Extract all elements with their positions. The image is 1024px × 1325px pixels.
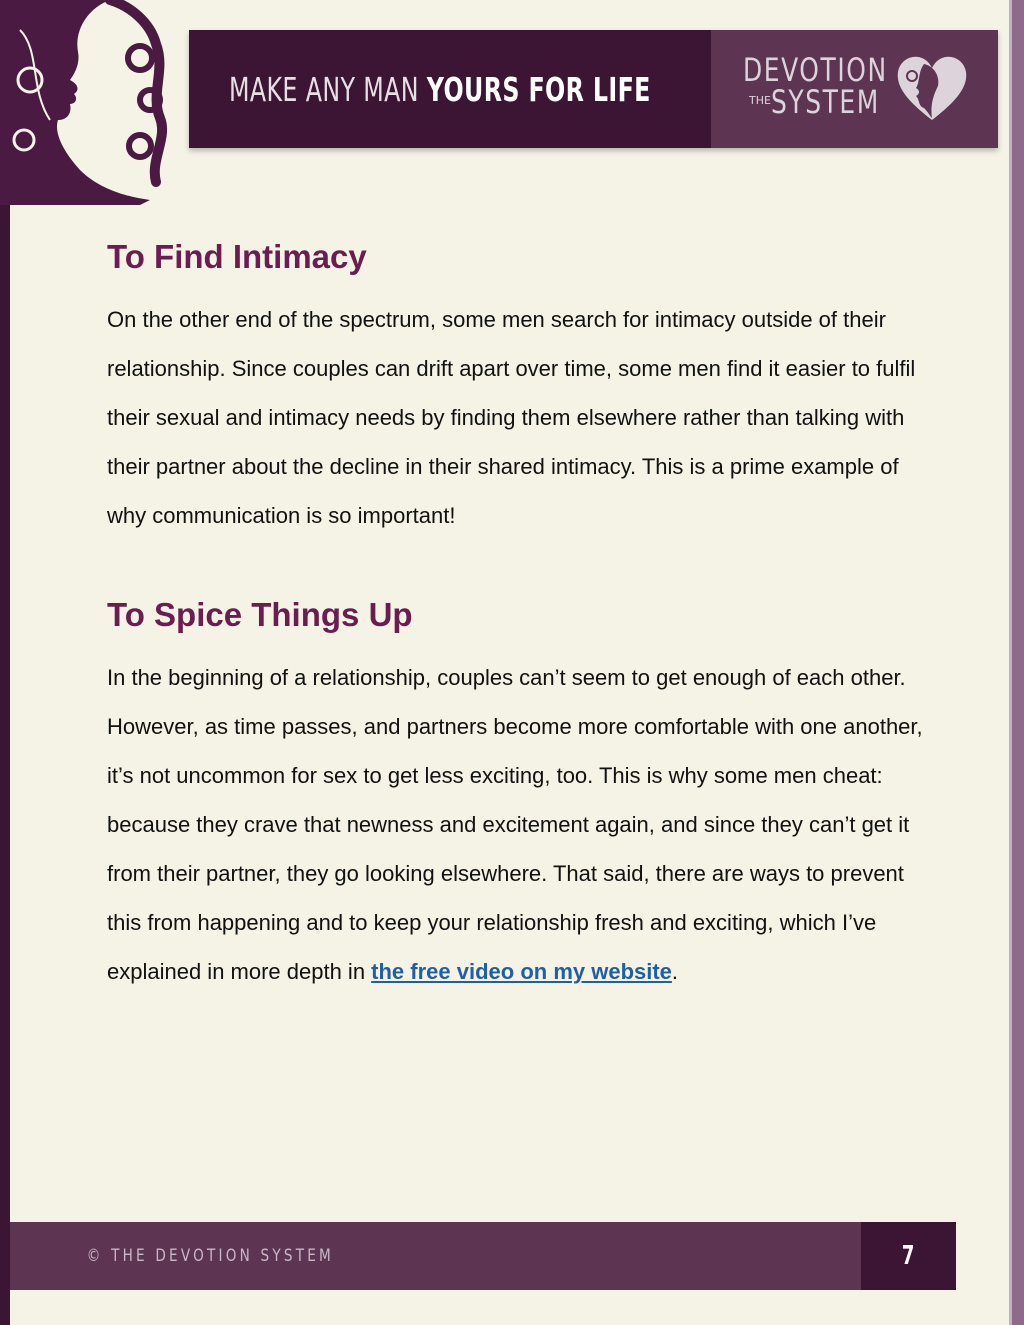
footer-bar [10, 1222, 861, 1290]
section-heading-spice: To Spice Things Up [107, 596, 413, 633]
logo-panel [711, 30, 998, 148]
logo-the-text: THE [749, 94, 771, 107]
header-banner [189, 30, 998, 148]
page-number: 7 [902, 1241, 915, 1271]
header-title-prefix: MAKE ANY MAN [229, 69, 427, 109]
header-title-panel [189, 30, 711, 148]
page-content [107, 228, 927, 996]
section-body-spice-text: In the beginning of a relationship, couples can’t seem to get enough of each other. However, as time passes, and partners become more comfortable with one another, it’s not uncommon for sex to get less exciting, too. This is why some men cheat: because they crave that newness and excitement again, and since they can’t get it from their partner, they go looking elsewhere. That said, there are ways to prevent this from happening and to keep your relationship fresh and exciting, which I’ve explained in more depth in [107, 665, 923, 984]
section-body-intimacy: On the other end of the spectrum, some men search for intimacy outside of their relationship. Since couples can drift apart over time, some men find it easier to fulfil their sexual and intimacy needs by finding them elsewhere rather than talking with their partner about the decline in their shared intimacy. This is a prime example of why communication is so important! [107, 307, 916, 528]
header-title-emphasis: YOURS FOR LIFE [426, 69, 651, 109]
header-title [229, 70, 651, 109]
right-edge-stripe [1012, 0, 1024, 1325]
logo-devotion-text: DEVOTION [743, 51, 888, 89]
section-body-spice-trailing: . [671, 959, 679, 984]
heart-profile-icon [894, 54, 970, 124]
free-video-link[interactable]: the free video on my website [371, 959, 672, 984]
logo-system-text: SYSTEM [771, 83, 880, 121]
woman-silhouette-icon [0, 0, 170, 205]
section-body-spice [107, 653, 927, 996]
left-edge-stripe [0, 200, 10, 1325]
footer-copyright: © THE DEVOTION SYSTEM [86, 1246, 334, 1266]
section-heading-intimacy: To Find Intimacy [107, 238, 367, 275]
page-number-box [861, 1222, 956, 1290]
